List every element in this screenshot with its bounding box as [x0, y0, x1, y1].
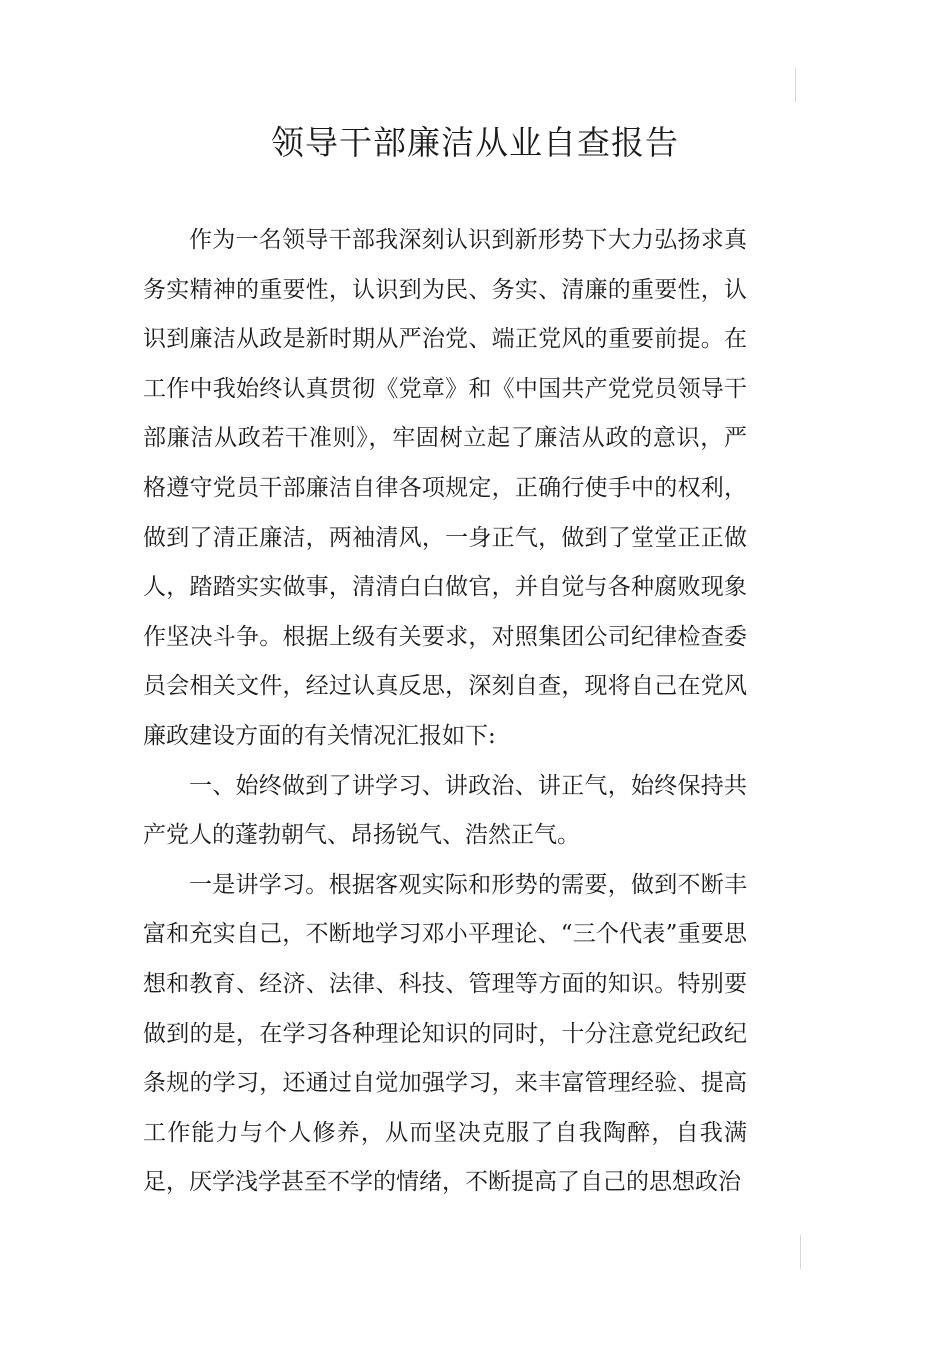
- page-edge-mark-bottom: [800, 1235, 801, 1269]
- document-body: [143, 216, 747, 1208]
- page-edge-mark-top: [795, 68, 796, 102]
- paragraph-section-heading: 一、始终做到了讲学习、讲政治、讲正气，始终保持共产党人的蓬勃朝气、昂扬锐气、浩然正气。: [143, 772, 747, 849]
- document-title: 领导干部廉洁从业自查报告: [271, 123, 679, 162]
- paragraph-study: 一是讲学习。根据客观实际和形势的需要，做到不断丰富和充实自己，不断地学习邓小平理论、“三个代表”重要思想和教育、经济、法律、科技、管理等方面的知识。特别要做到的是，在学习各种理论知识的同时，十分注意党纪政纪条规的学习，还通过自觉加强学习，来丰富管理经验、提高工作能力与个人修养，从而坚决克服了自我陶醉，自我满足，厌学浅学甚至不学的情绪，不断提高了自己的思想政治: [143, 871, 747, 1196]
- paragraph-intro: 作为一名领导干部我深刻认识到新形势下大力弘扬求真务实精神的重要性，认识到为民、务实、清廉的重要性，认识到廉洁从政是新时期从严治党、端正党风的重要前提。在工作中我始终认真贯彻《党章》和《中国共产党党员领导干部廉洁从政若干准则》，牢固树立起了廉洁从政的意识，严格遵守党员干部廉洁自律各项规定，正确行使手中的权利，做到了清正廉洁，两袖清风，一身正气，做到了堂堂正正做人，踏踏实实做事，清清白白做官，并自觉与各种腐败现象作坚决斗争。根据上级有关要求，对照集团公司纪律检查委员会相关文件，经过认真反思，深刻自查，现将自己在党风廉政建设方面的有关情况汇报如下:: [143, 227, 747, 749]
